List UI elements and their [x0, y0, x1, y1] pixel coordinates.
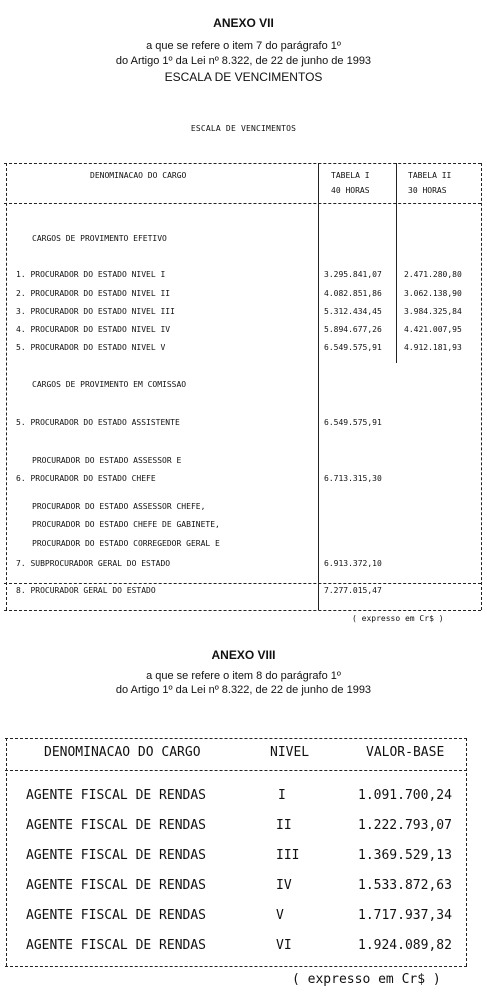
table-row-cargo-prefix: PROCURADOR DO ESTADO CORREGEDOR GERAL E — [32, 539, 220, 548]
anexo-vii-reference-line-2: do Artigo 1º da Lei nº 8.322, de 22 de junho de 1993 — [115, 55, 372, 67]
table-row-nivel: III — [276, 848, 300, 863]
table-left-border — [6, 738, 7, 966]
table-row-cargo: AGENTE FISCAL DE RENDAS — [26, 878, 207, 893]
anexo-vii-subtitle: ESCALA DE VENCIMENTOS — [190, 124, 297, 133]
table-row-valor: 1.369.529,13 — [358, 848, 452, 863]
table-row-cargo: 3. PROCURADOR DO ESTADO NIVEL III — [16, 307, 175, 316]
table-row-valor: 1.091.700,24 — [358, 788, 452, 803]
column-header-tabela-ii-hours: 30 HORAS — [408, 186, 447, 195]
table-row-tabela-i: 6.549.575,91 — [324, 418, 382, 427]
anexo-vii-footnote: ( expresso em Cr$ ) — [352, 614, 444, 623]
table-row-tabela-i: 6.713.315,30 — [324, 474, 382, 483]
table-row-cargo-prefix: PROCURADOR DO ESTADO ASSESSOR CHEFE, — [32, 502, 206, 511]
table-row-tabela-i: 5.312.434,45 — [324, 307, 382, 316]
anexo-viii-footnote: ( expresso em Cr$ ) — [292, 972, 441, 987]
column-header-tabela-i-hours: 40 HORAS — [331, 186, 370, 195]
table-row-cargo: 1. PROCURADOR DO ESTADO NIVEL I — [16, 270, 166, 279]
section-provimento-efetivo: CARGOS DE PROVIMENTO EFETIVO — [32, 234, 167, 243]
anexo-viii-title: ANEXO VIII — [211, 648, 276, 662]
table-row-divider — [4, 583, 481, 584]
anexo-vii-heading: ESCALA DE VENCIMENTOS — [164, 70, 323, 84]
table-row-nivel: I — [278, 788, 286, 803]
table-row-cargo: AGENTE FISCAL DE RENDAS — [26, 908, 207, 923]
table-row-cargo: 2. PROCURADOR DO ESTADO NIVEL II — [16, 289, 171, 298]
table-bottom-border — [4, 610, 481, 611]
table-row-cargo: 7. SUBPROCURADOR GERAL DO ESTADO — [16, 559, 171, 568]
table-row-tabela-ii: 4.421.007,95 — [404, 325, 462, 334]
table-bottom-border — [5, 966, 467, 967]
table-row-cargo: 4. PROCURADOR DO ESTADO NIVEL IV — [16, 325, 171, 334]
table-row-cargo: 8. PROCURADOR GERAL DO ESTADO — [16, 586, 156, 595]
table-row-tabela-ii: 3.062.138,90 — [404, 289, 462, 298]
table-row-cargo: 5. PROCURADOR DO ESTADO NIVEL V — [16, 343, 166, 352]
table-row-valor: 1.924.089,82 — [358, 938, 452, 953]
table-top-border — [4, 163, 481, 164]
table-row-cargo: AGENTE FISCAL DE RENDAS — [26, 938, 207, 953]
table-row-tabela-i: 5.894.677,26 — [324, 325, 382, 334]
column-header-tabela-i: TABELA I — [331, 171, 370, 180]
table-right-border — [481, 163, 482, 610]
table-row-tabela-i: 6.549.575,91 — [324, 343, 382, 352]
table-row-cargo: AGENTE FISCAL DE RENDAS — [26, 818, 207, 833]
table-row-valor: 1.533.872,63 — [358, 878, 452, 893]
table-row-valor: 1.222.793,07 — [358, 818, 452, 833]
column-header-cargo: DENOMINACAO DO CARGO — [44, 745, 201, 760]
table-row-tabela-i: 6.913.372,10 — [324, 559, 382, 568]
table-row-tabela-i: 7.277.015,47 — [324, 586, 382, 595]
table-row-nivel: VI — [276, 938, 292, 953]
column-header-cargo: DENOMINACAO DO CARGO — [90, 171, 187, 180]
table-row-tabela-ii: 3.984.325,84 — [404, 307, 462, 316]
table-column-divider-1 — [318, 163, 319, 610]
column-header-tabela-ii: TABELA II — [408, 171, 452, 180]
table-row-tabela-i: 3.295.841,07 — [324, 270, 382, 279]
table-row-cargo-prefix: PROCURADOR DO ESTADO ASSESSOR E — [32, 456, 182, 465]
anexo-vii-reference-line-1: a que se refere o item 7 do parágrafo 1º — [146, 40, 341, 52]
table-row-cargo: AGENTE FISCAL DE RENDAS — [26, 848, 207, 863]
table-row-cargo-prefix: PROCURADOR DO ESTADO CHEFE DE GABINETE, — [32, 520, 220, 529]
anexo-vii-title: ANEXO VII — [213, 16, 274, 30]
table-row-cargo: AGENTE FISCAL DE RENDAS — [26, 788, 207, 803]
table-row-valor: 1.717.937,34 — [358, 908, 452, 923]
section-provimento-comissao: CARGOS DE PROVIMENTO EM COMISSAO — [32, 380, 187, 389]
table-row-nivel: II — [276, 818, 292, 833]
table-row-cargo: 6. PROCURADOR DO ESTADO CHEFE — [16, 474, 156, 483]
table-row-tabela-ii: 4.912.181,93 — [404, 343, 462, 352]
table-row-nivel: V — [276, 908, 284, 923]
column-header-valor-base: VALOR-BASE — [366, 745, 445, 760]
table-column-divider-2 — [396, 163, 397, 363]
table-row-cargo: 5. PROCURADOR DO ESTADO ASSISTENTE — [16, 418, 180, 427]
table-right-border — [466, 738, 467, 966]
table-header-border — [5, 770, 467, 771]
table-left-border — [6, 163, 7, 610]
column-header-nivel: NIVEL — [270, 745, 310, 760]
table-top-border — [5, 738, 467, 739]
anexo-viii-reference-line-1: a que se refere o item 8 do parágrafo 1º — [146, 670, 341, 682]
table-row-tabela-i: 4.082.851,86 — [324, 289, 382, 298]
table-row-nivel: IV — [276, 878, 292, 893]
table-header-border — [4, 203, 481, 204]
anexo-viii-reference-line-2: do Artigo 1º da Lei nº 8.322, de 22 de junho de 1993 — [115, 684, 372, 696]
table-row-tabela-ii: 2.471.280,80 — [404, 270, 462, 279]
